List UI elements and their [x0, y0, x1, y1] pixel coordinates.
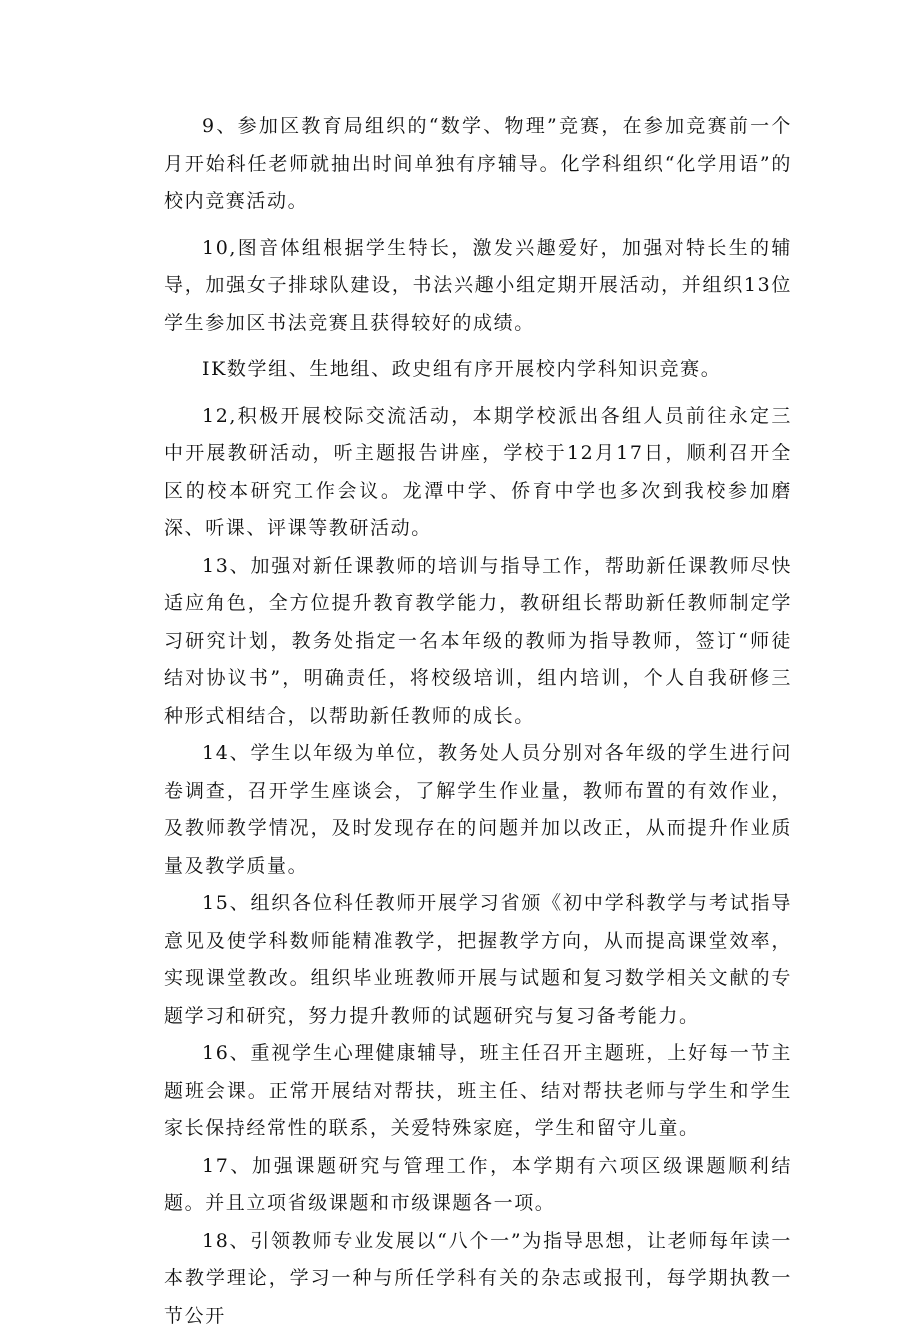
- paragraph-item-16: 16、重视学生心理健康辅导，班主任召开主题班，上好每一节主题班会课。正常开展结对帮扶，班主任、结对帮扶老师与学生和学生家长保持经常性的联系，关爱特殊家庭，学生和留守儿童。: [164, 1035, 792, 1148]
- paragraph-item-17: 17、加强课题研究与管理工作，本学期有六项区级课题顺利结题。并且立项省级课题和市级课题各一项。: [164, 1148, 792, 1223]
- paragraph-item-14: 14、学生以年级为单位，教务处人员分别对各年级的学生进行问卷调查，召开学生座谈会，了解学生作业量，教师布置的有效作业，及教师教学情况，及时发现存在的问题并加以改正，从而提升作业质量及教学质量。: [164, 735, 792, 885]
- paragraph-item-18: 18、引领教师专业发展以“八个一”为指导思想，让老师每年读一本教学理论，学习一种与所任学科有关的杂志或报刊，每学期执教一节公开: [164, 1223, 792, 1335]
- paragraph-item-13: 13、加强对新任课教师的培训与指导工作，帮助新任课教师尽快适应角色，全方位提升教育教学能力，教研组长帮助新任教师制定学习研究计划，教务处指定一名本年级的教师为指导教师，签订“师徒结对协议书”，明确责任，将校级培训，组内培训，个人自我研修三种形式相结合，以帮助新任教师的成长。: [164, 548, 792, 736]
- paragraph-item-15: 15、组织各位科任教师开展学习省颁《初中学科教学与考试指导意见及使学科数师能精准教学，把握教学方向，从而提高课堂效率，实现课堂教改。组织毕业班教师开展与试题和复习数学相关文献的专题学习和研究，努力提升教师的试题研究与复习备考能力。: [164, 885, 792, 1035]
- paragraph-item-11: IK数学组、生地组、政史组有序开展校内学科知识竞赛。: [164, 351, 792, 389]
- document-body: [164, 108, 792, 1335]
- paragraph-item-10: 10,图音体组根据学生特长，激发兴趣爱好，加强对特长生的辅导，加强女子排球队建设，书法兴趣小组定期开展活动，并组织13位学生参加区书法竞赛且获得较好的成绩。: [164, 230, 792, 343]
- paragraph-item-9: 9、参加区教育局组织的“数学、物理”竞赛，在参加竞赛前一个月开始科任老师就抽出时间单独有序辅导。化学科组织“化学用语”的校内竞赛活动。: [164, 108, 792, 221]
- paragraph-item-12: 12,积极开展校际交流活动，本期学校派出各组人员前往永定三中开展教研活动，听主题报告讲座，学校于12月17日，顺利召开全区的校本研究工作会议。龙潭中学、侨育中学也多次到我校参加磨深、听课、评课等教研活动。: [164, 398, 792, 548]
